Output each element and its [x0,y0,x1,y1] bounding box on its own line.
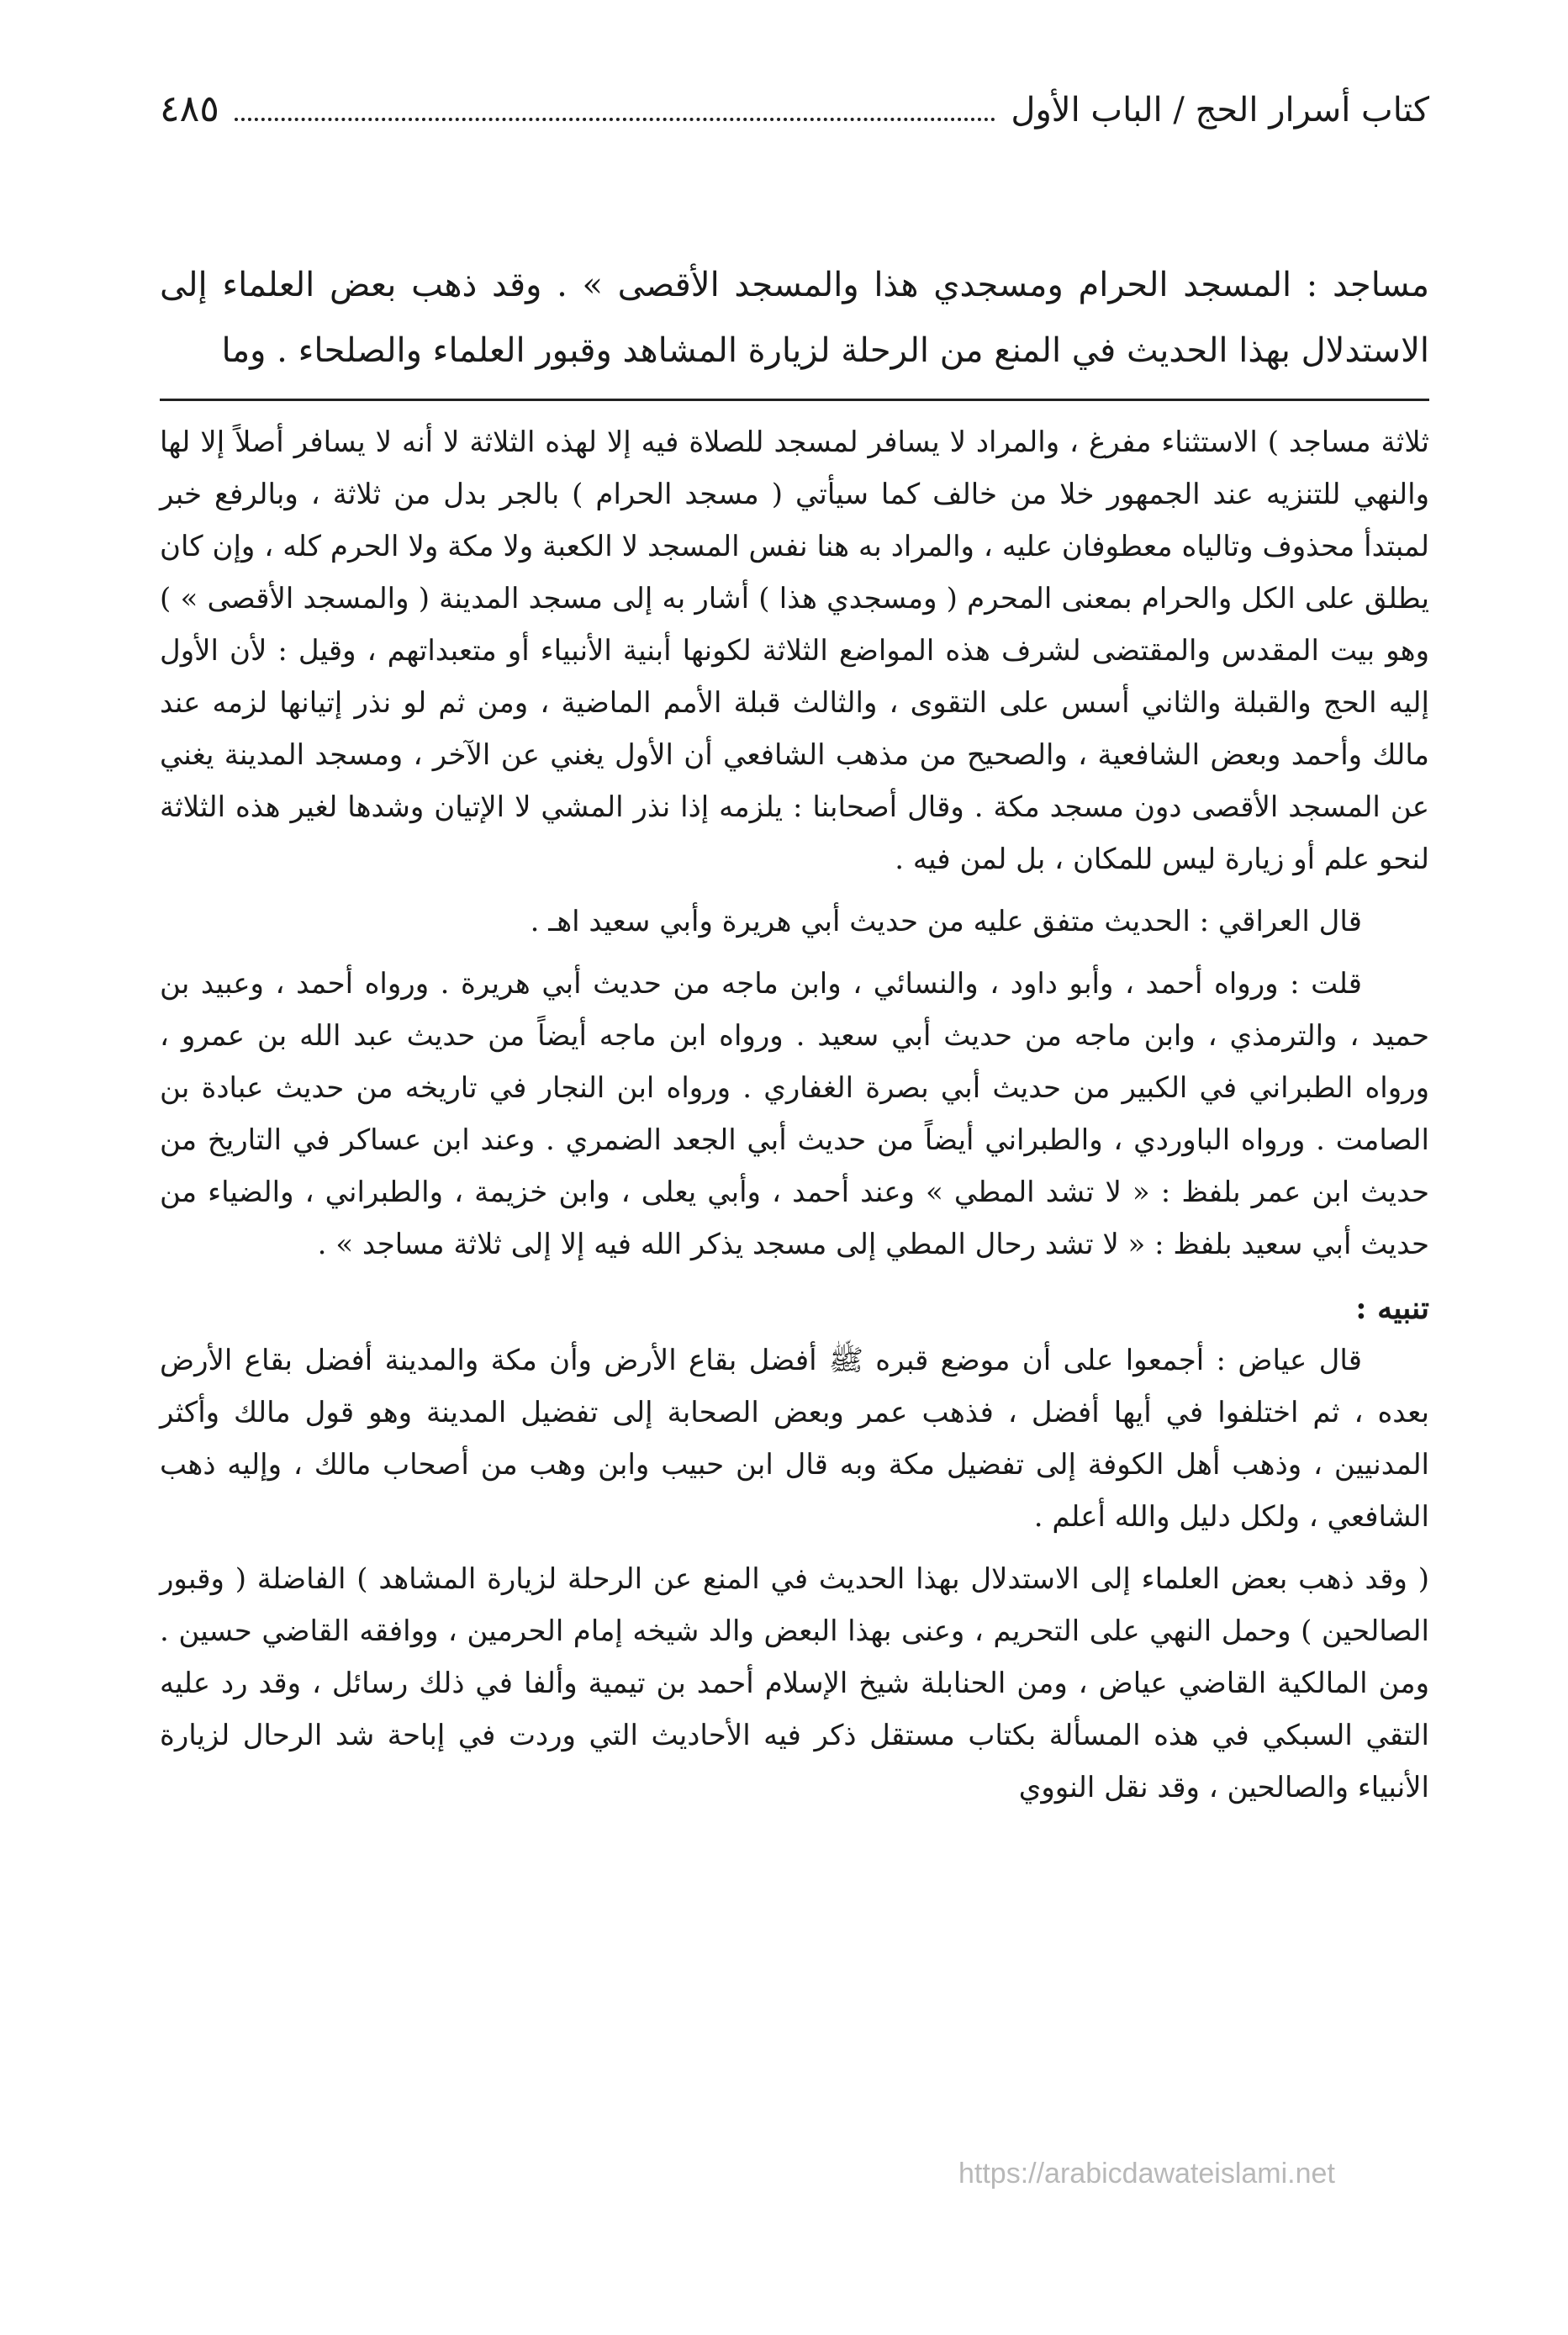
note-paragraph: ( وقد ذهب بعض العلماء إلى الاستدلال بهذا الحديث في المنع عن الرحلة لزيارة المشاهد ) الفاضلة ( وقبور الصالحين ) وحمل النهي على التحريم ، وعنى بهذا البعض والد شيخه إمام الحرمين ، ووافقه القاضي حسين . ومن المالكية القاضي عياض ، ومن الحنابلة شيخ الإسلام أحمد بن تيمية وألفا في ذلك رسائل ، وقد رد عليه التقي السبكي في هذه المسألة بكتاب مستقل ذكر فيه الأحاديث التي وردت في إباحة شد الرحال لزيارة الأنبياء والصالحين ، وقد نقل النووي [160,1562,1429,1804]
running-header [160,84,1429,143]
note-paragraph: قال عياض : أجمعوا على أن موضع قبره ﷺ أفضل بقاع الأرض وأن مكة والمدينة أفضل بقاع الأرض بعده ، ثم اختلفوا في أيها أفضل ، فذهب عمر وبعض الصحابة إلى تفضيل المدينة وهو قول مالك وأكثر المدنيين ، وذهب أهل الكوفة إلى تفضيل مكة وبه قال ابن حبيب وابن وهب من أصحاب مالك ، وإليه ذهب الشافعي ، ولكل دليل والله أعلم . [160,1344,1429,1534]
commentary [160,416,1429,1814]
commentary-paragraph: ثلاثة مساجد ) الاستثناء مفرغ ، والمراد لا يسافر لمسجد للصلاة فيه إلا لهذه الثلاثة لا أنه لا يسافر أصلاً إلا لها والنهي للتنزيه عند الجمهور خلا من خالف كما سيأتي ( مسجد الحرام ) بالجر بدل من ثلاثة ، وبالرفع خبر لمبتدأ محذوف وتالياه معطوفان عليه ، والمراد به هنا نفس المسجد لا الكعبة ولا مكة ولا الحرم كله ، وإن كان يطلق على الكل والحرام بمعنى المحرم ( ومسجدي هذا ) أشار به إلى مسجد المدينة ( والمسجد الأقصى » ) وهو بيت المقدس والمقتضى لشرف هذه المواضع الثلاثة لكونها أبنية الأنبياء أو متعبداتهم ، وقيل : لأن الأول إليه الحج والقبلة والثاني أسس على التقوى ، والثالث قبلة الأمم الماضية ، ومن ثم لو نذر إتيانها لزمه عند مالك وأحمد وبعض الشافعية ، والصحيح من مذهب الشافعي أن الأول يغني عن الآخر ، ومسجد المدينة يغني عن المسجد الأقصى دون مسجد مكة . وقال أصحابنا : يلزمه إذا نذر المشي لا الإتيان وشدها لغير هذه الثلاثة لنحو علم أو زيارة ليس للمكان ، بل لمن فيه . [160,425,1429,876]
footnote-separator [160,399,1429,401]
note-heading: تنبيه : [1355,1291,1429,1326]
dotted-leader [235,118,995,121]
commentary-paragraph: قلت : ورواه أحمد ، وأبو داود ، والنسائي ، وابن ماجه من حديث أبي هريرة . ورواه أحمد ، وعبيد بن حميد ، والترمذي ، وابن ماجه من حديث أبي سعيد . ورواه ابن ماجه أيضاً من حديث عبد الله بن عمرو ، ورواه الطبراني في الكبير من حديث أبي بصرة الغفاري . ورواه ابن النجار في تاريخه من حديث عبادة بن الصامت . ورواه الباوردي ، والطبراني أيضاً من حديث أبي الجعد الضمري . وعند ابن عساكر في التاريخ من حديث ابن عمر بلفظ : « لا تشد المطي » وعند أحمد ، وأبي يعلى ، وابن خزيمة ، والطبراني ، والضياء من حديث أبي سعيد بلفظ : « لا تشد رحال المطي إلى مسجد يذكر الله فيه إلا إلى ثلاثة مساجد » . [160,967,1430,1261]
main-text: مساجد : المسجد الحرام ومسجدي هذا والمسجد الأقصى » . وقد ذهب بعض العلماء إلى الاستدلال بهذا الحديث في المنع من الرحلة لزيارة المشاهد وقبور العلماء والصلحاء . وما [160,266,1429,370]
page-number: ٤٨٥ [160,87,219,130]
page [160,84,1429,1824]
commentary-paragraph: قال العراقي : الحديث متفق عليه من حديث أبي هريرة وأبي سعيد اهـ . [530,905,1362,938]
watermark-url: https://arabicdawateislami.net [958,2158,1335,2190]
header-title: كتاب أسرار الحج / الباب الأول [1011,91,1429,129]
